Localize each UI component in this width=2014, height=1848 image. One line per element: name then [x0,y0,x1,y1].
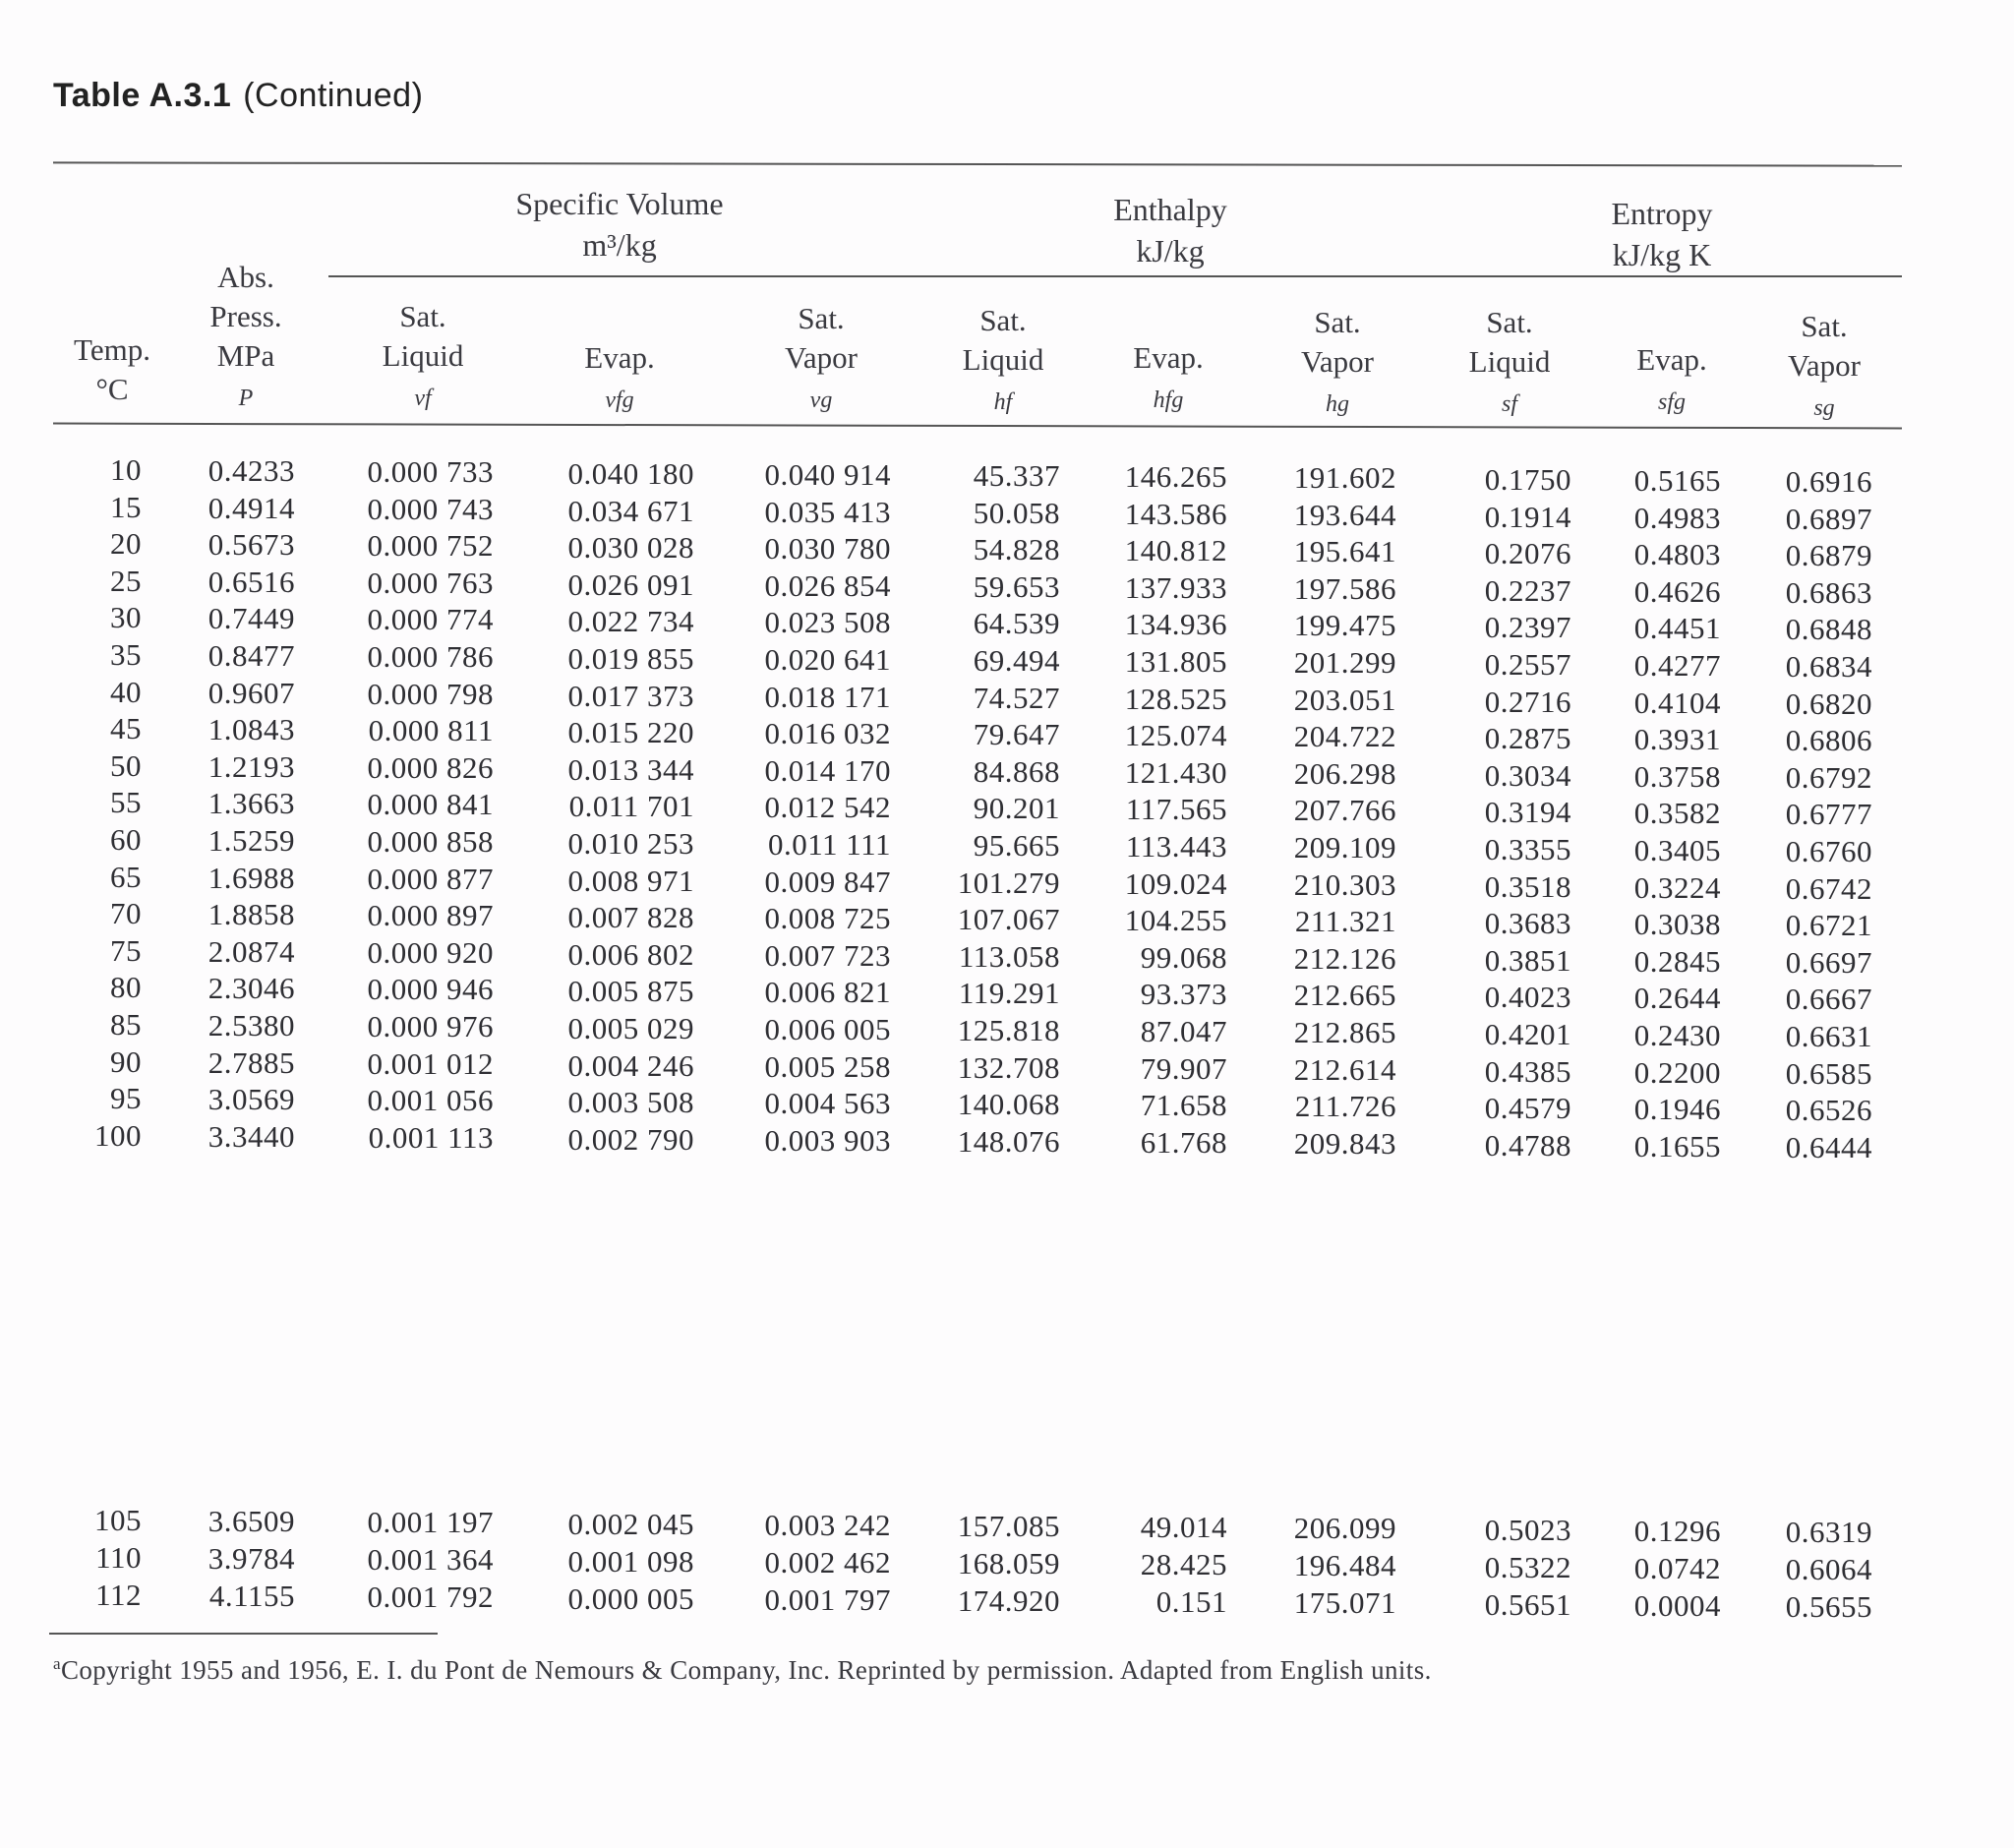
header-hfg: Evap. hfg [1133,340,1204,413]
cell-vg: 0.040 914 [764,457,891,492]
cell-pressure: 2.3046 [207,971,295,1006]
table-row [0,563,2014,610]
table-row [0,637,2014,684]
cell-vfg: 0.007 828 [567,900,694,935]
cell-sg: 0.6916 [1785,464,1872,499]
cell-temp: 25 [110,563,142,598]
cell-vfg: 0.003 508 [567,1085,694,1120]
cell-vf: 0.001 113 [368,1119,494,1155]
cell-pressure: 2.5380 [207,1008,295,1043]
cell-sfg: 0.3582 [1633,796,1721,831]
header-vg: Sat. Vapor vg [784,301,859,413]
cell-vf: 0.000 752 [367,528,494,564]
cell-sg: 0.6777 [1785,797,1872,832]
cell-hfg: 143.586 [1124,496,1227,531]
cell-hg: 211.321 [1294,904,1396,939]
cell-sg: 0.6064 [1785,1552,1872,1586]
cell-sf: 0.3034 [1484,757,1571,793]
cell-vfg: 0.040 180 [567,456,694,491]
table-row [0,1540,2014,1586]
cell-sg: 0.6667 [1785,982,1872,1017]
cell-sg: 0.6760 [1785,834,1872,868]
header-sg: Sat. Vapor sg [1787,309,1862,421]
cell-hg: 204.722 [1293,719,1396,754]
cell-sg: 0.6319 [1785,1515,1872,1549]
cell-pressure: 0.5673 [207,527,295,563]
cell-vfg: 0.019 855 [567,641,694,676]
cell-sg: 0.6721 [1785,908,1872,943]
table-row [0,1578,2014,1624]
cell-vg: 0.011 111 [767,827,891,862]
cell-sfg: 0.3038 [1633,907,1721,942]
cell-vf: 0.000 920 [367,934,494,970]
cell-sfg: 0.2644 [1633,981,1721,1016]
cell-hg: 193.644 [1293,497,1396,532]
cell-sfg: 0.4803 [1633,537,1721,572]
cell-temp: 95 [110,1081,142,1116]
table-row [0,452,2014,499]
header-vf: Sat. Liquid vf [382,299,464,411]
cell-hfg: 99.068 [1140,939,1227,975]
cell-hfg: 140.812 [1124,533,1227,568]
cell-hf: 119.291 [958,976,1060,1011]
table-row [0,1007,2014,1053]
cell-vfg: 0.008 971 [567,863,694,898]
cell-vg: 0.003 242 [764,1508,891,1542]
header-hg: Sat. Vapor hg [1300,305,1375,417]
cell-hf: 90.201 [973,791,1060,826]
cell-sf: 0.2076 [1484,536,1571,571]
table-row [0,896,2014,943]
cell-pressure: 2.7885 [207,1044,295,1080]
cell-hfg: 134.936 [1124,607,1227,642]
cell-vg: 0.002 462 [764,1545,891,1580]
cell-sg: 0.6585 [1785,1055,1872,1091]
cell-sg: 0.6879 [1785,538,1872,573]
header-sf: Sat. Liquid sf [1468,305,1551,417]
cell-temp: 105 [94,1503,142,1537]
cell-hf: 54.828 [973,532,1060,567]
cell-hg: 206.298 [1293,755,1396,791]
cell-vf: 0.000 858 [367,824,494,859]
table-row [0,489,2014,536]
cell-vg: 0.014 170 [764,752,891,788]
cell-hg: 175.071 [1293,1585,1396,1620]
cell-vg: 0.016 032 [764,716,891,751]
cell-vg: 0.006 005 [764,1012,891,1046]
cell-hf: 113.058 [958,938,1060,974]
cell-hf: 132.708 [957,1049,1060,1085]
cell-vg: 0.012 542 [764,790,891,825]
cell-pressure: 3.0569 [207,1082,295,1117]
cell-sfg: 0.2430 [1633,1018,1721,1052]
table-row [0,970,2014,1017]
cell-sg: 0.5655 [1785,1589,1872,1624]
cell-vg: 0.008 725 [764,901,891,936]
cell-sfg: 0.2845 [1633,943,1721,979]
cell-vg: 0.005 258 [764,1048,891,1084]
cell-vfg: 0.010 253 [567,826,694,861]
cell-hf: 140.068 [957,1087,1060,1122]
cell-sfg: 0.3224 [1633,869,1721,905]
cell-sf: 0.2237 [1484,572,1571,608]
cell-sfg: 0.0742 [1633,1551,1721,1585]
cell-hfg: 131.805 [1124,644,1227,679]
header-sfg: Evap. sfg [1636,342,1707,415]
cell-hg: 212.614 [1293,1051,1396,1087]
cell-sfg: 0.5165 [1633,463,1721,498]
cell-vf: 0.000 877 [367,861,494,896]
cell-pressure: 0.8477 [207,638,295,673]
cell-temp: 40 [110,674,142,709]
cell-hf: 95.665 [973,828,1060,863]
cell-sg: 0.6444 [1785,1129,1872,1164]
cell-pressure: 0.4914 [207,490,295,525]
cell-vf: 0.000 798 [367,676,494,711]
cell-vfg: 0.005 875 [567,974,694,1009]
cell-sfg: 0.1946 [1633,1092,1721,1127]
cell-pressure: 3.9784 [207,1541,295,1576]
table-title: Table A.3.1 (Continued) [53,77,424,114]
table-row [0,932,2014,980]
table-row [0,1043,2014,1091]
cell-vfg: 0.006 802 [567,936,694,972]
cell-sf: 0.1750 [1484,462,1571,497]
cell-hfg: 28.425 [1140,1547,1227,1581]
cell-hfg: 125.074 [1124,718,1227,753]
cell-hfg: 0.151 [1155,1584,1227,1619]
top-rule [53,161,1902,166]
cell-vf: 0.001 197 [367,1505,494,1539]
cell-hg: 211.726 [1294,1089,1396,1124]
cell-temp: 85 [110,1007,142,1042]
cell-hf: 74.527 [973,680,1060,715]
cell-vf: 0.000 786 [367,639,494,674]
cell-hfg: 61.768 [1140,1124,1227,1160]
cell-vf: 0.000 774 [367,602,494,637]
group-specific-volume: Specific Volume m³/kg [515,186,724,263]
cell-hfg: 79.907 [1140,1050,1227,1086]
cell-vg: 0.026 854 [764,567,891,603]
cell-temp: 65 [110,859,142,894]
cell-temp: 110 [95,1540,142,1575]
cell-temp: 80 [110,970,142,1005]
cell-vf: 0.000 811 [368,713,494,748]
footnote-rule [49,1633,438,1635]
cell-vg: 0.030 780 [764,531,891,566]
cell-pressure: 1.5259 [207,823,295,858]
cell-hg: 206.099 [1293,1511,1396,1545]
cell-sfg: 0.1655 [1633,1128,1721,1163]
cell-sg: 0.6806 [1785,723,1872,758]
cell-hf: 50.058 [973,495,1060,530]
cell-hg: 201.299 [1293,645,1396,680]
cell-sf: 0.3683 [1484,906,1571,941]
cell-sfg: 0.3931 [1633,722,1721,757]
cell-vfg: 0.017 373 [567,678,694,713]
cell-sg: 0.6863 [1785,574,1872,610]
cell-sf: 0.4023 [1484,980,1571,1015]
cell-vfg: 0.002 045 [567,1507,694,1541]
cell-vf: 0.000 743 [367,491,494,526]
cell-hf: 168.059 [957,1546,1060,1580]
cell-sfg: 0.4104 [1633,685,1721,720]
cell-sg: 0.6848 [1785,612,1872,647]
cell-sf: 0.3851 [1484,942,1571,978]
cell-sf: 0.4201 [1484,1017,1571,1051]
group-entropy: Entropy kJ/kg K [1611,196,1713,272]
cell-pressure: 2.0874 [207,933,295,969]
group-rule [328,275,1902,277]
cell-vfg: 0.002 790 [567,1121,694,1157]
cell-vg: 0.035 413 [764,494,891,529]
cell-sf: 0.2397 [1484,610,1571,645]
cell-sf: 0.5651 [1484,1587,1571,1622]
cell-sg: 0.6792 [1785,759,1872,795]
cell-hfg: 104.255 [1124,903,1227,938]
cell-hg: 207.766 [1293,793,1396,828]
cell-temp: 35 [110,637,142,672]
cell-pressure: 3.3440 [207,1118,295,1154]
cell-sf: 0.3355 [1484,832,1571,866]
cell-vg: 0.006 821 [764,975,891,1010]
cell-hf: 64.539 [973,606,1060,641]
cell-pressure: 1.3663 [207,786,295,821]
cell-vfg: 0.001 098 [567,1544,694,1579]
cell-hg: 191.602 [1293,460,1396,495]
cell-sf: 0.4579 [1484,1091,1571,1126]
cell-sfg: 0.3405 [1633,833,1721,867]
cell-hf: 45.337 [973,458,1060,493]
cell-sg: 0.6742 [1785,870,1872,906]
cell-sg: 0.6631 [1785,1019,1872,1053]
cell-hg: 199.475 [1293,608,1396,643]
cell-vg: 0.004 563 [764,1086,891,1121]
header-pressure: Abs. Press. MPa P [209,260,282,411]
cell-vfg: 0.034 671 [567,493,694,528]
cell-sf: 0.1914 [1484,499,1571,534]
cell-vg: 0.007 723 [764,937,891,973]
cell-sf: 0.4385 [1484,1053,1571,1089]
cell-sg: 0.6526 [1785,1093,1872,1128]
cell-temp: 60 [110,822,142,857]
cell-hfg: 49.014 [1140,1510,1227,1544]
cell-hf: 84.868 [973,753,1060,789]
cell-pressure: 0.9607 [207,675,295,710]
cell-temp: 50 [110,747,142,783]
table-row [0,1081,2014,1128]
cell-vf: 0.001 792 [367,1580,494,1614]
cell-sf: 0.2716 [1484,684,1571,719]
table-row [0,1503,2014,1549]
cell-hg: 203.051 [1293,682,1396,717]
cell-hf: 148.076 [957,1123,1060,1159]
cell-hfg: 93.373 [1140,977,1227,1012]
cell-hfg: 109.024 [1124,865,1227,901]
group-enthalpy: Enthalpy kJ/kg [1113,192,1227,268]
cell-sfg: 0.4277 [1633,648,1721,683]
cell-hg: 210.303 [1293,866,1396,902]
cell-sg: 0.6897 [1785,501,1872,536]
cell-sfg: 0.4451 [1633,611,1721,646]
header-temp: Temp. °C [74,332,150,406]
cell-sf: 0.2875 [1484,721,1571,756]
table-row [0,711,2014,758]
cell-hfg: 128.525 [1124,681,1227,716]
cell-vfg: 0.000 005 [567,1581,694,1616]
cell-hf: 174.920 [957,1583,1060,1618]
cell-sf: 0.5023 [1484,1513,1571,1547]
table-row [0,1117,2014,1164]
table-row [0,526,2014,573]
cell-hg: 195.641 [1293,534,1396,569]
cell-vfg: 0.030 028 [567,530,694,566]
cell-hg: 196.484 [1293,1548,1396,1582]
cell-hf: 69.494 [973,643,1060,678]
cell-sfg: 0.2200 [1633,1054,1721,1090]
table-row [0,859,2014,906]
cell-temp: 30 [110,600,142,635]
cell-hf: 59.653 [973,568,1060,604]
cell-hf: 79.647 [973,717,1060,752]
cell-pressure: 3.6509 [207,1504,295,1538]
cell-sf: 0.3194 [1484,795,1571,830]
cell-vf: 0.000 976 [367,1009,494,1043]
cell-sfg: 0.3758 [1633,758,1721,794]
cell-sfg: 0.4626 [1633,573,1721,609]
cell-hf: 101.279 [957,864,1060,900]
cell-vfg: 0.015 220 [567,715,694,750]
header-vfg: Evap. vfg [584,340,655,413]
cell-hg: 209.109 [1293,830,1396,864]
cell-vg: 0.003 903 [764,1122,891,1158]
cell-hfg: 71.658 [1140,1088,1227,1123]
cell-temp: 70 [110,896,142,931]
cell-pressure: 1.2193 [207,748,295,784]
cell-sg: 0.6697 [1785,944,1872,980]
cell-pressure: 1.0843 [207,712,295,747]
cell-pressure: 0.6516 [207,564,295,599]
cell-vf: 0.000 841 [367,787,494,822]
cell-hg: 212.665 [1293,978,1396,1013]
cell-temp: 75 [110,932,142,968]
header-hf: Sat. Liquid hf [962,303,1044,415]
cell-temp: 45 [110,711,142,746]
cell-sfg: 0.1296 [1633,1514,1721,1548]
cell-vfg: 0.022 734 [567,604,694,639]
cell-temp: 55 [110,785,142,820]
cell-temp: 100 [94,1117,142,1153]
cell-vf: 0.001 056 [367,1083,494,1118]
table-row [0,747,2014,795]
cell-vfg: 0.011 701 [568,789,694,824]
cell-sfg: 0.4983 [1633,500,1721,535]
cell-hfg: 121.430 [1124,754,1227,790]
cell-hfg: 117.565 [1125,792,1227,827]
cell-sg: 0.6820 [1785,686,1872,721]
cell-temp: 90 [110,1043,142,1079]
cell-hf: 107.067 [957,902,1060,937]
cell-vf: 0.000 826 [367,749,494,785]
cell-vf: 0.000 763 [367,565,494,600]
footnote: $^a$Copyright 1955 and 1956, E. I. du Pont de Nemours & Company, Inc. Reprinted by permission. Adapted from English units. [53,1654,1432,1685]
cell-vg: 0.009 847 [764,864,891,899]
cell-hg: 212.865 [1293,1015,1396,1049]
cell-hf: 125.818 [957,1013,1060,1047]
cell-vf: 0.001 364 [367,1542,494,1577]
cell-sfg: 0.0004 [1633,1588,1721,1623]
cell-temp: 20 [110,526,142,562]
cell-pressure: 1.6988 [207,860,295,895]
cell-vg: 0.018 171 [764,679,891,714]
cell-pressure: 0.7449 [207,601,295,636]
table-row [0,785,2014,832]
cell-vg: 0.020 641 [764,642,891,677]
table-row [0,822,2014,868]
cell-hg: 197.586 [1293,570,1396,606]
cell-hfg: 87.047 [1140,1014,1227,1048]
cell-vf: 0.001 012 [367,1045,494,1081]
cell-vfg: 0.004 246 [567,1047,694,1083]
cell-vf: 0.000 733 [367,454,494,489]
cell-hg: 212.126 [1293,940,1396,976]
cell-hfg: 113.443 [1125,829,1227,864]
cell-sf: 0.4788 [1484,1127,1571,1162]
cell-vf: 0.000 897 [367,898,494,933]
cell-hfg: 137.933 [1124,569,1227,605]
cell-sg: 0.6834 [1785,649,1872,684]
cell-vg: 0.023 508 [764,605,891,640]
cell-hfg: 146.265 [1124,459,1227,494]
cell-temp: 10 [110,452,142,487]
cell-pressure: 0.4233 [207,453,295,488]
table-row [0,600,2014,647]
cell-sf: 0.5322 [1484,1550,1571,1584]
cell-vfg: 0.013 344 [567,751,694,787]
cell-vfg: 0.005 029 [567,1011,694,1045]
cell-temp: 112 [95,1578,142,1612]
cell-vf: 0.000 946 [367,972,494,1007]
table-row [0,674,2014,721]
cell-vg: 0.001 797 [764,1582,891,1617]
header-bottom-rule [53,423,1902,430]
cell-pressure: 4.1155 [208,1579,295,1613]
cell-pressure: 1.8858 [207,897,295,932]
cell-sf: 0.2557 [1484,647,1571,682]
cell-temp: 15 [110,489,142,524]
cell-vfg: 0.026 091 [567,566,694,602]
cell-hf: 157.085 [957,1509,1060,1543]
cell-sf: 0.3518 [1484,868,1571,904]
cell-hg: 209.843 [1293,1125,1396,1161]
